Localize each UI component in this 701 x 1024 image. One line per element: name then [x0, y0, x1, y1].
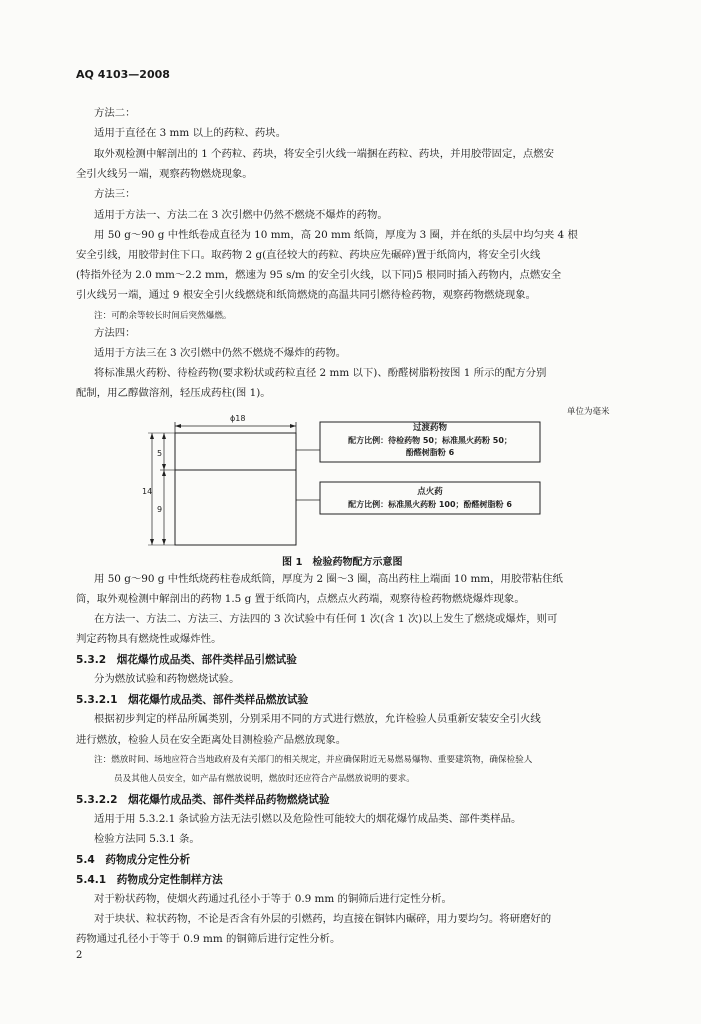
method-3-body-line: 引火线另一端，通过 9 根安全引火线燃烧和纸筒燃烧的高温共同引燃待检药物，观察药物燃烧现象。 [76, 289, 537, 301]
section-heading: 5.4.1 药物成分定性制样方法 [76, 874, 223, 886]
paragraph-line: 检验方法同 5.3.1 条。 [94, 833, 200, 845]
arrow-down-icon [162, 539, 166, 545]
arrow-up-icon [150, 433, 154, 439]
box2-title: 点火药 [417, 487, 443, 497]
bottom-layer-height: 9 [157, 505, 163, 514]
box1-formula-line: 配方比例：待检药物 50；标准黑火药粉 50； [348, 436, 512, 445]
note-line: 注：燃放时间、场地应符合当地政府及有关部门的相关规定，并应确保附近无易燃易爆物、重要建筑物，确保检验人 [94, 755, 533, 765]
section-heading: 5.4 药物成分定性分析 [76, 854, 191, 866]
method-3-body-line: (特指外径为 2.0 mm～2.2 mm，燃速为 95 s/m 的安全引火线，以下同)5 根同时插入药物内，点燃安全 [76, 269, 562, 281]
arrow-up-icon [162, 470, 166, 476]
paragraph-line: 适用于用 5.3.2.1 条试验方法无法引燃以及危险性可能较大的烟花爆竹成品类、部件类样品。 [94, 813, 522, 825]
method-3-note: 注：可酌余等较长时间后突然爆燃。 [94, 311, 232, 321]
method-4-scope: 适用于方法三在 3 次引燃中仍然不燃烧不爆炸的药物。 [94, 347, 347, 359]
figure-1-diagram [120, 408, 560, 553]
box1-formula-line: 酚醛树脂粉 6 [405, 448, 455, 457]
method-2-body-line: 取外观检测中解剖出的 1 个药粒、药块，将安全引火线一端捆在药粒、药块，并用胶带固定，点燃安 [94, 148, 555, 160]
top-layer-height: 5 [157, 449, 163, 458]
arrow-down-icon [150, 539, 154, 545]
box1-title: 过渡药物 [412, 423, 448, 433]
method-4-body-line: 配制，用乙醇做溶剂，轻压成药柱(图 1)。 [76, 387, 271, 399]
method-3-body-line: 用 50 g～90 g 中性纸卷成直径为 10 mm，高 20 mm 纸筒，厚度为 3 圈，并在纸的头层中均匀夹 4 根 [94, 229, 578, 241]
paragraph-line: 筒，取外观检测中解剖出的药物 1.5 g 置于纸筒内，点燃点火药端，观察待检药物燃烧爆炸现象。 [76, 593, 525, 605]
section-heading: 5.3.2.2 烟花爆竹成品类、部件类样品药物燃烧试验 [76, 794, 330, 806]
box2-formula-line: 配方比例：标准黑火药粉 100；酚醛树脂粉 6 [348, 500, 512, 509]
pellet-outline [175, 433, 296, 545]
section-heading: 5.3.2 烟花爆竹成品类、部件类样品引燃试验 [76, 654, 297, 666]
method-4-body-line: 将标准黑火药粉、待检药物(要求粉状或药粒直径 2 mm 以下)、酚醛树脂粉按图 1 所示的配方分别 [94, 367, 547, 379]
arrow-left-icon [175, 424, 181, 428]
paragraph-line: 药物通过孔径小于等于 0.9 mm 的铜筛后进行定性分析。 [76, 933, 341, 945]
paragraph-line: 在方法一、方法二、方法三、方法四的 3 次试验中有任何 1 次(含 1 次)以上发生了燃烧或爆炸，则可 [94, 613, 558, 625]
paragraph-line: 对于块状、粒状药物，不论是否含有外层的引燃药，均直接在铜钵内碾碎，用力要均匀。将研磨好的 [94, 913, 552, 925]
section-heading: 5.3.2.1 烟花爆竹成品类、部件类样品燃放试验 [76, 694, 309, 706]
method-3-body-line: 安全引线，用胶带封住下口。取药物 2 g(直径较大的药粒、药块应先碾碎)置于纸筒内，将安全引火线 [76, 249, 541, 261]
method-3-scope: 适用于方法一、方法二在 3 次引燃中仍然不燃烧不爆炸的药物。 [94, 209, 388, 221]
method-3-title: 方法三： [94, 188, 136, 200]
paragraph-line: 进行燃放，检验人员在安全距离处目测检验产品燃放现象。 [76, 734, 347, 746]
paragraph-line: 根据初步判定的样品所属类别，分别采用不同的方式进行燃放，允许检验人员重新安装安全引火线 [94, 713, 541, 725]
arrow-up-icon [162, 433, 166, 439]
page-number: 2 [76, 950, 83, 961]
method-2-title: 方法二： [94, 107, 136, 119]
unit-label: 单位为毫米 [567, 407, 610, 417]
method-4-title: 方法四： [94, 327, 136, 339]
paragraph-line: 对于粉状药物，使烟火药通过孔径小于等于 0.9 mm 的铜筛后进行定性分析。 [94, 893, 452, 905]
diameter-label: ϕ18 [230, 414, 246, 423]
paragraph-line: 分为燃放试验和药物燃烧试验。 [94, 673, 240, 685]
paragraph-line: 判定药物具有燃烧性或爆炸性。 [76, 633, 222, 645]
standard-number: AQ 4103—2008 [76, 68, 170, 81]
method-2-scope: 适用于直径在 3 mm 以上的药粒、药块。 [94, 127, 287, 139]
arrow-down-icon [162, 464, 166, 470]
arrow-right-icon [290, 424, 296, 428]
figure-1-caption: 图 1 检验药物配方示意图 [282, 557, 403, 568]
method-2-body-line: 全引火线另一端，观察药物燃烧现象。 [76, 168, 253, 180]
note-line: 员及其他人员安全，如产品有燃放说明，燃放时还应符合产品燃放说明的要求。 [114, 774, 415, 784]
paragraph-line: 用 50 g～90 g 中性纸烧药柱卷成纸筒，厚度为 2 圈～3 圈，高出药柱上端面 10 mm，用胶带粘住纸 [94, 573, 563, 585]
total-height: 14 [142, 487, 153, 496]
